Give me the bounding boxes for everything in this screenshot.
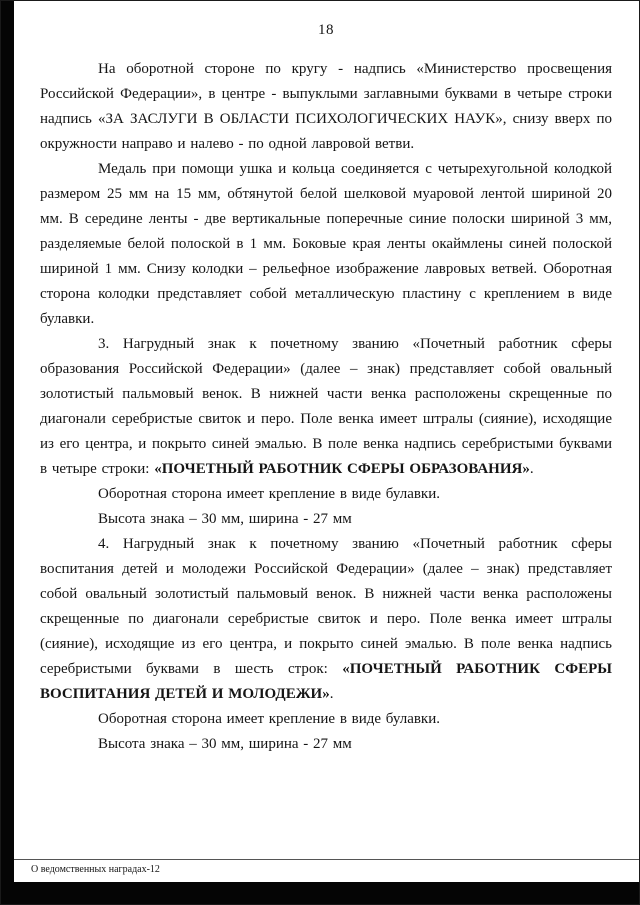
scan-edge-left (1, 1, 14, 904)
paragraph-text: . (329, 686, 334, 702)
paragraph (40, 57, 612, 157)
paragraph-text: Высота знака – 30 мм, ширина - 27 мм (98, 511, 352, 527)
paragraph (40, 332, 612, 482)
scan-edge-bottom (1, 882, 639, 904)
paragraph-text: Оборотная сторона имеет крепление в виде булавки. (98, 486, 440, 502)
paragraph-text: Оборотная сторона имеет крепление в виде булавки. (98, 711, 440, 727)
paragraph-text: 4. Нагрудный знак к почетному званию «Почетный работник сферы воспитания детей и молодежи Российской Федерации» (далее – знак) представляет собой овальный золотистый пальмовый венок. В нижней части венка расположены скрещенные по диагонали серебристые свиток и перо. Поле венка имеет штралы (сияние), исходящие из его центра, и покрыто синей эмалью. В поле венка надпись серебристыми буквами в шесть строк: (40, 536, 612, 677)
paragraph (40, 532, 612, 707)
paragraph (40, 482, 612, 507)
document-body (40, 57, 612, 757)
paragraph-text: Высота знака – 30 мм, ширина - 27 мм (98, 736, 352, 752)
paragraph (40, 707, 612, 732)
paragraph-text: Медаль при помощи ушка и кольца соединяется с четырехугольной колодкой размером 25 мм на 15 мм, обтянутой белой шелковой муаровой лентой шириной 20 мм. В середине ленты - две вертикальные поперечные синие полоски шириной 3 мм, разделяемые белой полоской в 1 мм. Боковые края ленты окаймлены синей полоской шириной 1 мм. Снизу колодки – рельефное изображение лавровых ветвей. Оборотная сторона колодки представляет собой металлическую пластину с креплением в виде булавки. (40, 161, 612, 327)
paragraph (40, 157, 612, 332)
paragraph (40, 507, 612, 532)
paragraph-text: . (529, 461, 534, 477)
footer-text: О ведомственных наградах-12 (31, 864, 160, 875)
paragraph-text-bold: «ПОЧЕТНЫЙ РАБОТНИК СФЕРЫ ВОСПИТАНИЯ ДЕТЕЙ И МОЛОДЕЖИ» (40, 661, 612, 702)
paragraph-text-bold: «ПОЧЕТНЫЙ РАБОТНИК СФЕРЫ ОБРАЗОВАНИЯ» (154, 461, 530, 477)
page-footer (14, 859, 639, 882)
paragraph (40, 732, 612, 757)
paragraph-text: На оборотной стороне по кругу - надпись «Министерство просвещения Российской Федерации», в центре - выпуклыми заглавными буквами в четыре строки надпись «ЗА ЗАСЛУГИ В ОБЛАСТИ ПСИХОЛОГИЧЕСКИХ НАУК», снизу вверх по окружности направо и налево - по одной лавровой ветви. (40, 61, 612, 152)
page-content (40, 21, 612, 864)
paragraph-text: 3. Нагрудный знак к почетному званию «Почетный работник сферы образования Российской Федерации» (далее – знак) представляет собой овальный золотистый пальмовый венок. В нижней части венка расположены скрещенные по диагонали серебристые свиток и перо. Поле венка имеет штралы (сияние), исходящие из его центра, и покрыто синей эмалью. В поле венка надпись серебристыми буквами в четыре строки: (40, 336, 612, 477)
page-number: 18 (318, 22, 334, 38)
